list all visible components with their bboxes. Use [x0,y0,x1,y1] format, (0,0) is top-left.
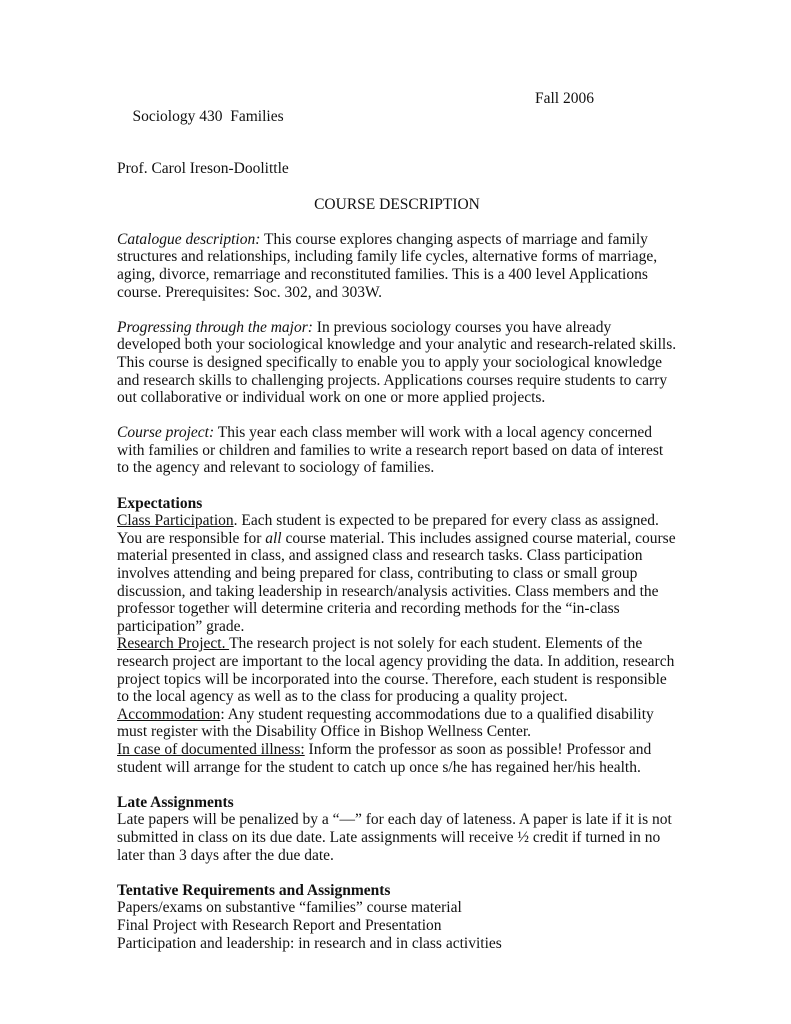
accommodation-lead: Accommodation [117,705,221,723]
course-project-paragraph [117,424,677,477]
accommodation-body: : Any student requesting accommodations due to a qualified disability must register with the Disability Office in Bishop Wellness Center. [117,705,654,741]
progressing-lead: Progressing through the major: [117,318,313,336]
research-project-body: The research project is not solely for each student. Elements of the research project are important to the local agency providing the data. In addition, research project topics will be incorporated into the course. Therefore, each student is responsible to the local agency as well as to the class for producing a quality project. [117,635,675,706]
class-participation-body1: . Each student is expected to be prepared for every class as assigned. You are responsible for [117,512,659,547]
tentative-item: Papers/exams on substantive “families” course material [117,899,462,917]
blank-line [117,301,677,319]
blank-line [117,213,677,231]
course-title: Sociology 430 Families [132,107,284,125]
late-assignments-heading: Late Assignments [117,793,234,811]
class-participation-emph: all [265,529,282,547]
catalogue-body: This course explores changing aspects of marriage and family structures and relationships, including family life cycles, alternative forms of marriage, aging, divorce, remarriage and reconstituted families. This is a 400 level Applications course. Prerequisites: Soc. 302, and 303W. [117,230,658,301]
blank-line [117,776,677,794]
class-participation-lead: Class Participation [117,512,234,530]
catalogue-lead: Catalogue description: [117,230,261,248]
research-project-paragraph [117,635,677,705]
progressing-body: In previous sociology courses you have already developed both your sociological knowledge and your analytic and research-related skills. This course is designed specifically to enable you to apply your sociological knowledge and research skills to challenging projects. Applications courses require students to carry out collaborative or individual work on one or more applied projects. [117,318,677,407]
expectations-heading: Expectations [117,494,203,512]
illness-paragraph [117,741,677,776]
tentative-item: Final Project with Research Report and Presentation [117,916,442,934]
blank-line [117,407,677,425]
illness-body: Inform the professor as soon as possible! Professor and student will arrange for the student to catch up once s/he has regained her/his health. [117,740,652,776]
catalogue-description-paragraph [117,231,677,301]
header-line [117,90,677,160]
course-project-body: This year each class member will work with a local agency concerned with families or children and families to write a research report based on data of interest to the agency and relevant to sociology of families. [117,424,664,477]
tentative-item: Participation and leadership: in research and in class activities [117,934,502,952]
late-assignments-body: Late papers will be penalized by a “—” for each day of lateness. A paper is late if it is not submitted in class on its due date. Late assignments will receive ½ credit if turned in no later than 3 days after the due date. [117,811,672,864]
course-project-lead: Course project: [117,424,215,442]
class-participation-paragraph [117,512,677,635]
term-label: Fall 2006 [535,90,594,107]
professor-name: Prof. Carol Ireson-Doolittle [117,160,289,178]
illness-lead: In case of documented illness: [117,740,305,758]
research-project-lead: Research Project. [117,635,230,653]
blank-line [117,864,677,882]
blank-line [117,178,677,196]
page-title: COURSE DESCRIPTION [314,195,480,213]
progressing-paragraph [117,319,677,407]
class-participation-body2: course material. This includes assigned course material, course material presented in class, and assigned class and research tasks. Class participation involves attending and being prepared for class, contributing to class or small group discussion, and taking leadership in research/analysis activities. Class members and the professor together will determine criteria and recording methods for the “in-class participation” grade. [117,529,676,635]
accommodation-paragraph [117,706,677,741]
blank-line [117,477,677,495]
tentative-heading: Tentative Requirements and Assignments [117,881,391,899]
